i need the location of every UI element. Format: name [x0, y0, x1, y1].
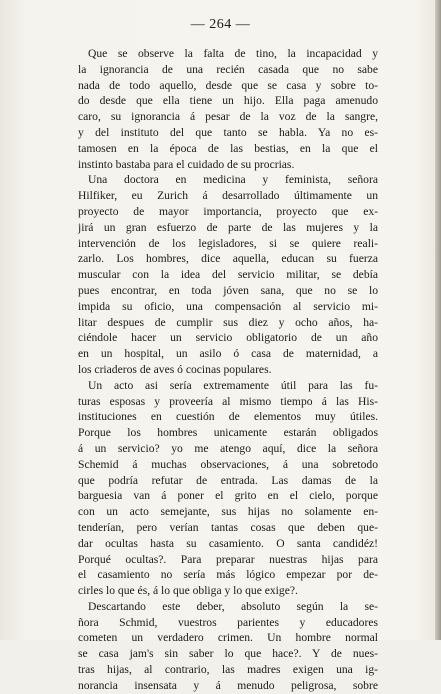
text-line: Un acto asi sería extremamente útil para las fu-: [88, 378, 378, 392]
text-line: Una doctora en medicina y feminista, señora: [88, 173, 378, 187]
text-line: caro, su ignorancia á pesar de la voz de la sangre,: [78, 110, 378, 124]
text-line: los criaderos de aves ó cocinas populares.: [78, 362, 272, 376]
text-line: Hilfiker, eu Zurich á desarrollado últimamente un: [78, 189, 378, 203]
text-line: ñora Schmid, vuestros parientes y educadores: [78, 615, 378, 629]
text-line: cirles lo que és, á lo que obliga y lo que exige?.: [78, 584, 298, 598]
text-line: cometen un verdadero crimen. Un hombre normal: [78, 631, 378, 645]
text-line: pues encontrar, en toda jóven sana, que no se lo: [78, 283, 378, 297]
text-line: ciéndole hacer un servicio obligatorio de un año: [78, 331, 378, 345]
text-line: que podría refutar de entrada. Las damas de la: [78, 473, 378, 487]
text-line: litar despues de cumplir sus diez y ocho años, ha-: [78, 315, 378, 329]
text-line: dar ocultas hasta su casamiento. O santa candidéz!: [78, 536, 378, 550]
text-line: tras hijas, al contrario, las madres exigen una ig-: [78, 663, 378, 677]
text-line: Schemid á muchas observaciones, á una sobretodo: [78, 457, 378, 471]
text-line: con un acto semejante, sus hijas no solamente en-: [78, 505, 378, 519]
text-line: impida su oficio, una compensación al servicio mi-: [78, 299, 378, 313]
text-line: en un hospital, un asilo ó casa de maternidad, a: [78, 347, 378, 361]
text-line: y del instituto del que tanto se habla. Ya no es-: [78, 125, 378, 139]
text-line: tenderían, pero verían tantas cosas que deben que-: [78, 520, 378, 534]
body-text: [78, 46, 378, 694]
text-line: instituciones en cuestión de elementos muy útiles.: [78, 410, 378, 424]
text-line: norancia insensata y á menudo peligrosa, sobre: [78, 678, 378, 692]
text-line: nada de todo aquello, desde que se casa y sobre to-: [78, 78, 378, 92]
text-line: Porque los hombres unicamente estarán obligados: [78, 426, 378, 440]
text-line: barguesia van á poner el grito en el cielo, porque: [78, 489, 378, 503]
text-line: Porqué ocultas?. Para preparar nuestras hijas para: [78, 552, 378, 566]
text-line: el casamiento no sería más lógico empezar por de-: [78, 568, 378, 582]
text-line: intervención de los legisladores, si se quiere reali-: [78, 236, 378, 250]
text-line: se casa jam's sin saber lo que hace?. Y de nues-: [78, 647, 378, 661]
text-line: Que se observe la falta de tino, la incapacidad y: [88, 47, 378, 60]
text-line: zarlo. Los hombres, dice aquella, educan su fuerza: [78, 252, 378, 266]
text-line: á un servicio? yo me atengo aquí, dice la señora: [78, 441, 378, 455]
text-line: jirá un gran esfuerzo de parte de las mujeres y la: [78, 220, 378, 234]
text-line: turas esposas y proveería al mismo tiempo á las His-: [78, 394, 378, 408]
page-number: — 264 —: [190, 17, 251, 32]
text-line: la ignorancia de una recién casada que no sabe: [78, 62, 378, 76]
text-line: tamosen en la época de las bestias, en la que el: [78, 141, 378, 155]
page-edge-shadow: [435, 0, 441, 640]
text-line: Descartando este deber, absoluto según la se-: [88, 599, 378, 613]
text-line: do desde que ella tiene un hijo. Ella paga amenudo: [78, 94, 378, 108]
text-line: muscular con la idea del servicio militar, se debía: [78, 268, 378, 282]
text-line: instinto bastaba para el cuidado de su procrias.: [78, 157, 295, 171]
text-line: proyecto de mayor importancia, proyecto que ex-: [78, 204, 378, 218]
